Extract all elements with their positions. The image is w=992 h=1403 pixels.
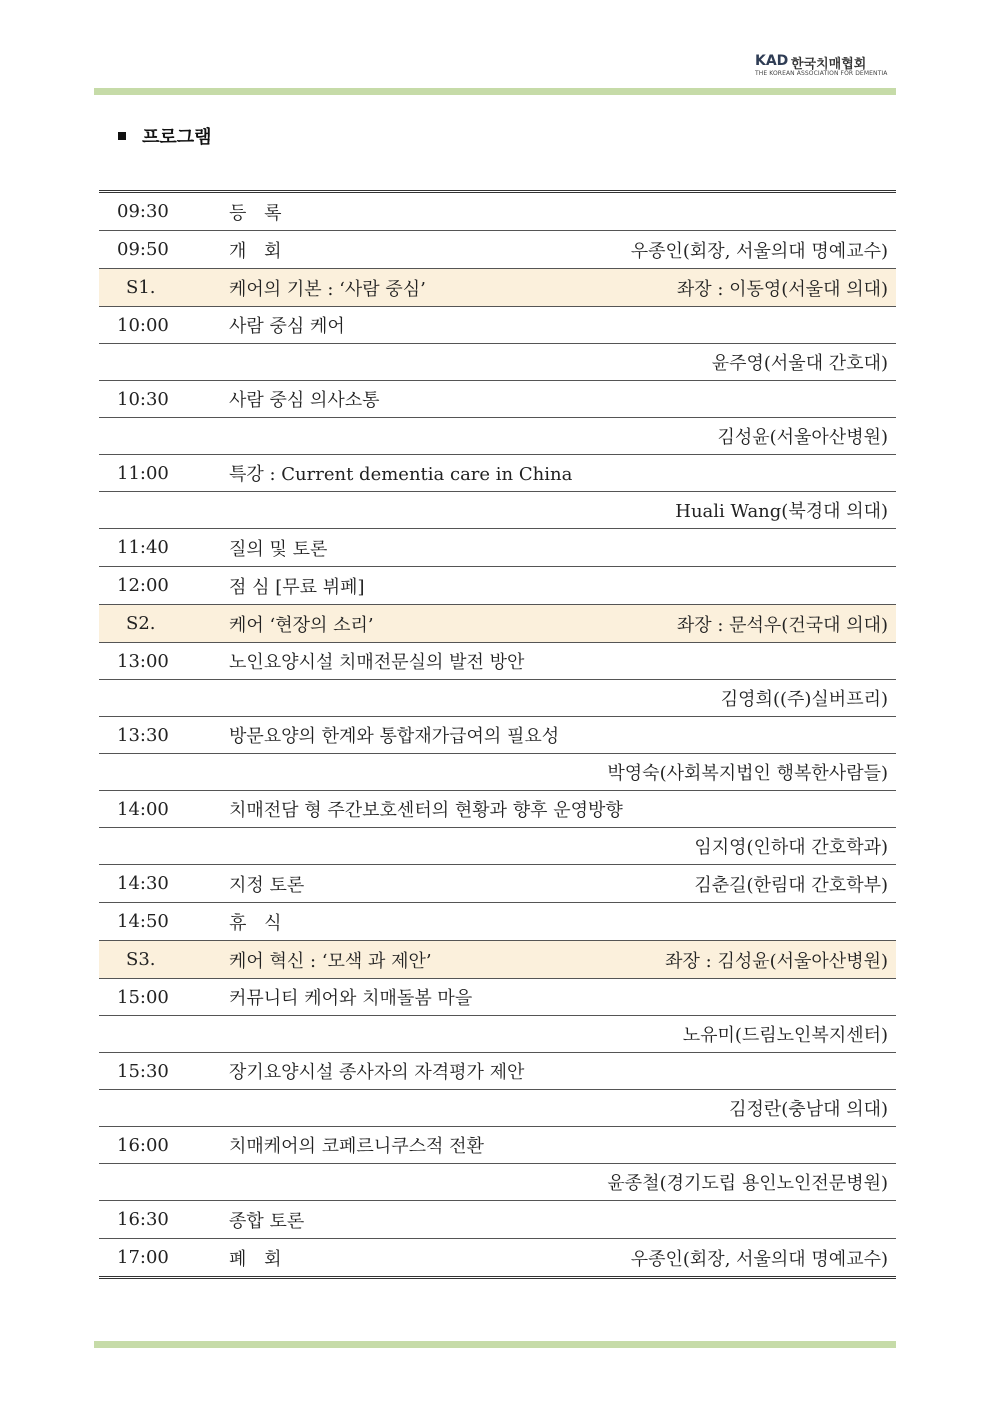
- row-title: 종합 토론: [229, 1210, 305, 1232]
- row-speaker: [563, 1201, 897, 1239]
- row-time: 15:00: [117, 986, 169, 1008]
- row-time: 13:30: [117, 724, 169, 746]
- program-row: [99, 231, 896, 269]
- session-title: 케어 ‘현장의 소리’: [229, 614, 374, 636]
- program-row: [99, 717, 896, 754]
- session-label: S1.: [126, 277, 156, 298]
- row-title: 방문요양의 한계와 통합재가급여의 필요성: [229, 726, 560, 747]
- program-row: [99, 903, 896, 941]
- bullet-square-icon: [118, 132, 126, 140]
- row-title: 사람 중심 케어: [229, 316, 345, 337]
- row-title: 노인요양시설 치매전문실의 발전 방안: [229, 652, 525, 673]
- program-row-speaker-line: [99, 344, 896, 381]
- program-row: [99, 1127, 896, 1164]
- program-row-speaker-line: [99, 1090, 896, 1127]
- row-time: 09:30: [99, 192, 229, 231]
- row-speaker: Huali Wang(북경대 의대): [675, 501, 888, 522]
- row-title: 지정 토론: [229, 874, 305, 896]
- section-title: 프로그램: [142, 127, 212, 148]
- row-time: 11:00: [117, 462, 169, 484]
- program-row: [99, 643, 896, 680]
- program-row: [99, 791, 896, 828]
- row-time: 09:50: [117, 239, 169, 260]
- row-speaker: 김정란(충남대 의대): [729, 1099, 888, 1120]
- row-title: 폐 회: [229, 1248, 288, 1270]
- program-row: [99, 307, 896, 344]
- row-time: 13:00: [117, 650, 169, 672]
- session-title: 케어의 기본 : ‘사람 중심’: [229, 278, 426, 300]
- program-row: [99, 1239, 896, 1278]
- row-speaker: [563, 903, 897, 941]
- row-time: 16:00: [117, 1134, 169, 1156]
- row-title: 특강 : Current dementia care in China: [229, 464, 573, 485]
- row-speaker: 김성윤(서울아산병원): [717, 427, 888, 448]
- program-row: [99, 192, 896, 231]
- row-time: 10:00: [117, 314, 169, 336]
- program-row: [99, 381, 896, 418]
- program-row: [99, 529, 896, 567]
- row-time: 17:00: [117, 1247, 169, 1268]
- row-speaker: 노유미(드림노인복지센터): [682, 1025, 888, 1046]
- row-speaker: 임지영(인하대 간호학과): [694, 837, 888, 858]
- section-heading: [118, 123, 212, 149]
- row-time: 14:50: [117, 911, 169, 932]
- row-title: 치매전담 형 주간보호센터의 현황과 향후 운영방향: [229, 800, 623, 821]
- row-speaker: 우종인(회장, 서울의대 명예교수): [630, 240, 888, 262]
- program-row: [99, 979, 896, 1016]
- row-speaker: [563, 529, 897, 567]
- row-speaker: 김춘길(한림대 간호학부): [694, 874, 888, 896]
- session-label: S3.: [126, 949, 156, 970]
- row-speaker: 우종인(회장, 서울의대 명예교수): [630, 1248, 888, 1270]
- logo-english-name: THE KOREAN ASSOCIATION FOR DEMENTIA: [755, 70, 888, 77]
- session-label: S2.: [126, 613, 156, 634]
- program-row-speaker-line: [99, 492, 896, 529]
- session-title: 케어 혁신 : ‘모색 과 제안’: [229, 950, 432, 972]
- session-row: [99, 941, 896, 979]
- program-table: [99, 190, 896, 1279]
- row-time: 14:00: [117, 798, 169, 820]
- session-row: [99, 269, 896, 307]
- session-chair: 좌장 : 김성윤(서울아산병원): [665, 950, 888, 972]
- program-row: [99, 1201, 896, 1239]
- header-divider-bar: [94, 88, 896, 95]
- program-row: [99, 567, 896, 605]
- row-title: 개 회: [229, 240, 288, 262]
- row-time: 16:30: [117, 1209, 169, 1230]
- logo-korean-name: 한국치매협회: [791, 57, 867, 72]
- row-speaker: 윤종철(경기도립 용인노인전문병원): [607, 1173, 888, 1194]
- row-time: 14:30: [117, 873, 169, 894]
- program-row-speaker-line: [99, 828, 896, 865]
- row-title: 점 심 [무료 뷔페]: [229, 576, 365, 598]
- session-chair: 좌장 : 문석우(건국대 의대): [676, 614, 888, 636]
- row-title: 사람 중심 의사소통: [229, 390, 380, 411]
- program-row-speaker-line: [99, 1164, 896, 1201]
- row-title: 장기요양시설 종사자의 자격평가 제안: [229, 1062, 525, 1083]
- row-time: 10:30: [117, 388, 169, 410]
- logo-mark: KAD: [755, 53, 789, 69]
- program-row-speaker-line: [99, 680, 896, 717]
- row-speaker: [563, 567, 897, 605]
- row-title: 커뮤니티 케어와 치매돌봄 마을: [229, 988, 473, 1009]
- program-row: [99, 865, 896, 903]
- row-title: 휴 식: [229, 912, 288, 934]
- program-row-speaker-line: [99, 418, 896, 455]
- row-title: 질의 및 토론: [229, 538, 328, 560]
- program-row: [99, 455, 896, 492]
- row-title: 등 록: [229, 192, 563, 231]
- footer-divider-bar: [94, 1341, 896, 1348]
- kad-logo: [755, 53, 891, 81]
- row-time: 12:00: [117, 575, 169, 596]
- row-title: 치매케어의 코페르니쿠스적 전환: [229, 1136, 484, 1157]
- session-row: [99, 605, 896, 643]
- program-row-speaker-line: [99, 1016, 896, 1053]
- session-chair: 좌장 : 이동영(서울대 의대): [676, 278, 888, 300]
- row-speaker: [563, 192, 897, 231]
- program-row-speaker-line: [99, 754, 896, 791]
- row-speaker: 김영희((주)실버프리): [720, 689, 888, 710]
- row-time: 11:40: [117, 537, 169, 558]
- row-speaker: 박영숙(사회복지법인 행복한사람들): [607, 763, 888, 784]
- row-time: 15:30: [117, 1060, 169, 1082]
- row-speaker: 윤주영(서울대 간호대): [711, 353, 888, 374]
- program-row: [99, 1053, 896, 1090]
